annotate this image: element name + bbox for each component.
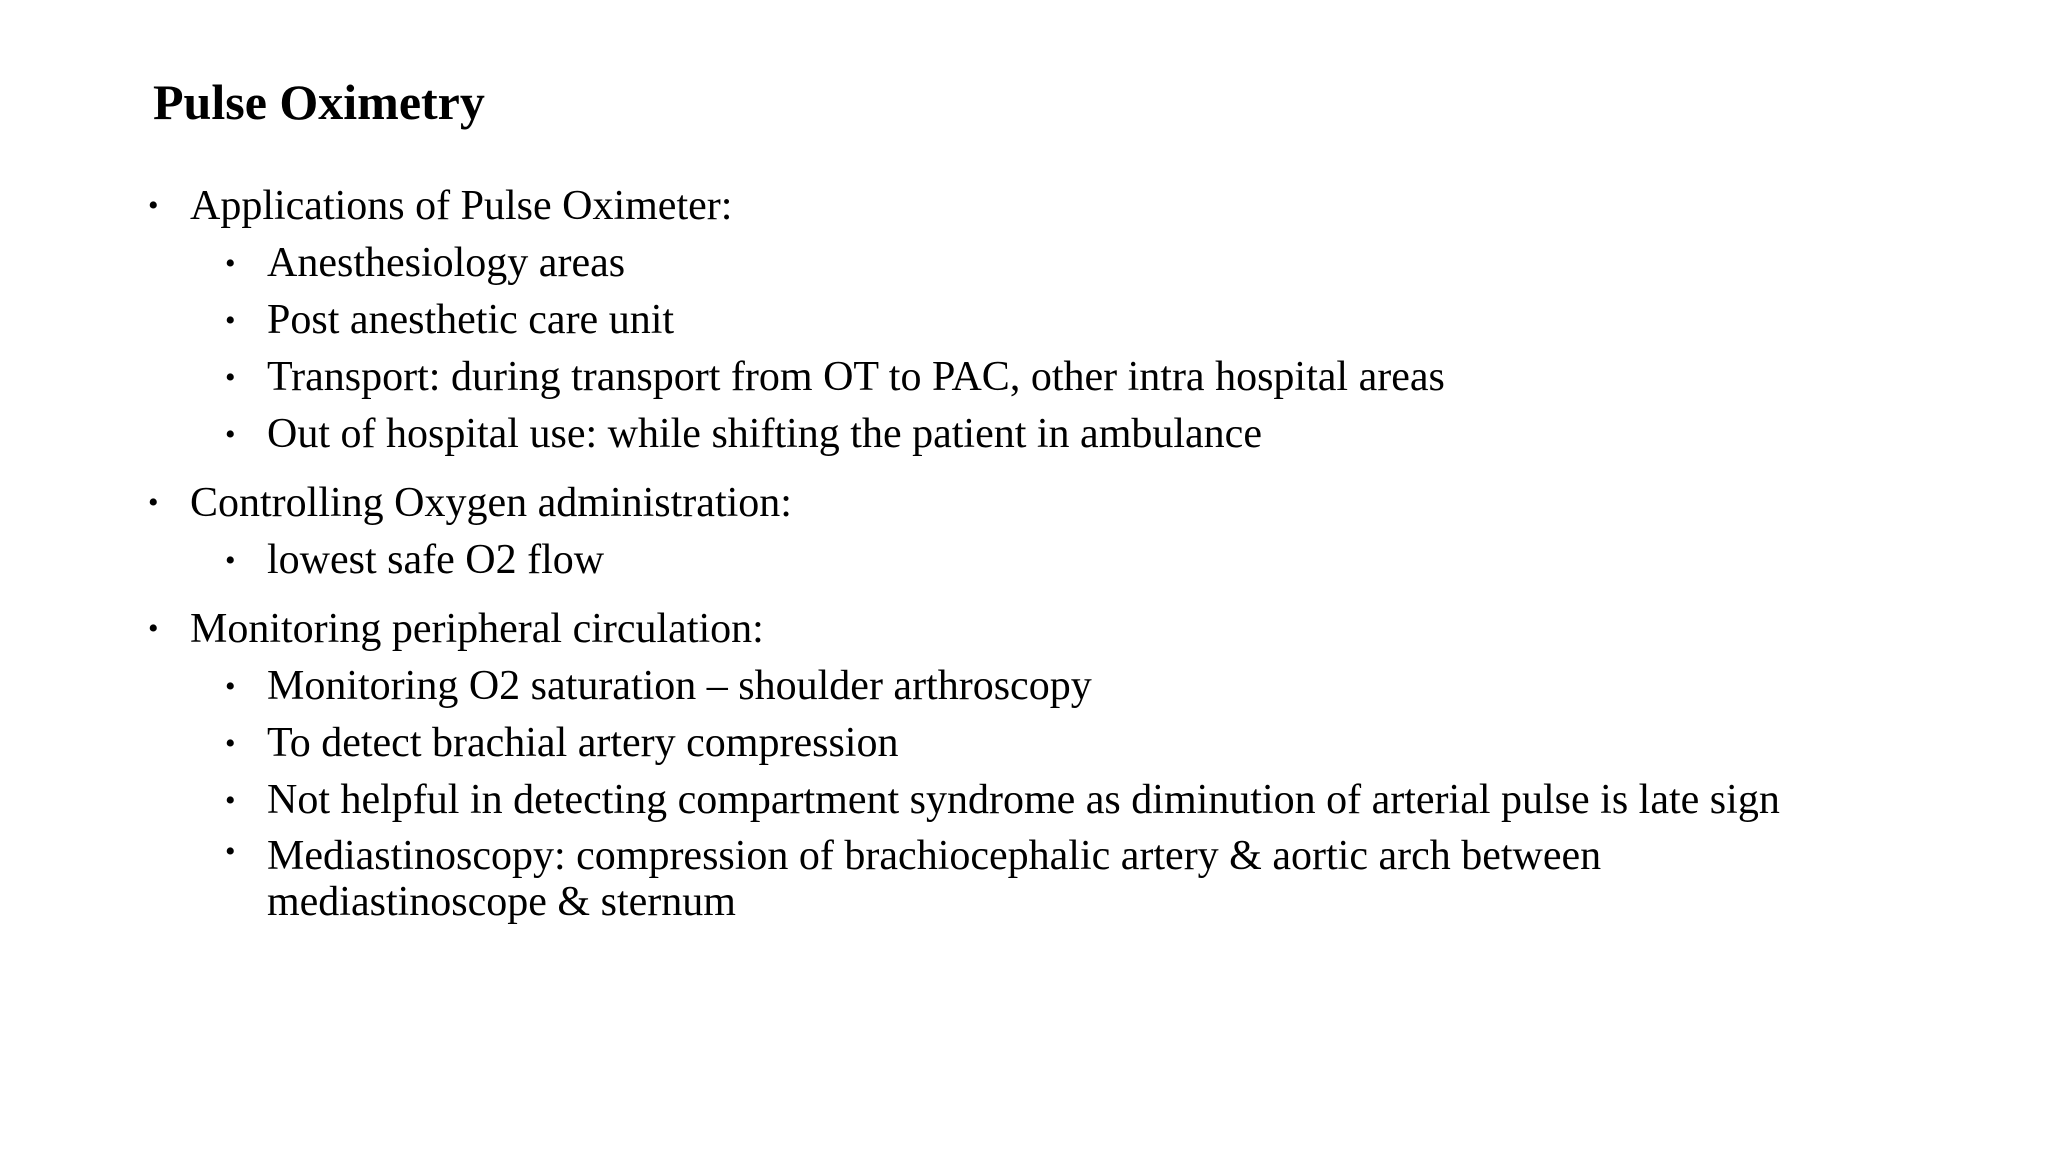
bullet-icon: • xyxy=(225,727,236,760)
bullet-icon: • xyxy=(225,784,236,817)
bullet-text: Applications of Pulse Oximeter: xyxy=(190,183,733,229)
slide-title: Pulse Oximetry xyxy=(153,74,485,130)
sub-bullet-text: Monitoring O2 saturation – shoulder arthroscopy xyxy=(267,663,1092,709)
bullet-icon: • xyxy=(225,835,236,868)
bullet-oxygen-administration xyxy=(148,474,2008,532)
sub-bullet-text: Mediastinoscopy: compression of brachiocephalic artery & aortic arch between mediastinoscope & sternum xyxy=(267,833,1602,925)
bullet-icon: • xyxy=(148,612,159,645)
sub-bullet xyxy=(148,406,2008,463)
bullet-applications xyxy=(148,177,2008,235)
sub-bullet xyxy=(148,658,2008,715)
sub-bullet-text: Transport: during transport from OT to PAC, other intra hospital areas xyxy=(267,354,1445,400)
sub-bullet-text: Anesthesiology areas xyxy=(267,240,626,286)
sub-bullet-text: To detect brachial artery compression xyxy=(267,720,899,766)
bullet-icon: • xyxy=(225,418,236,451)
sub-bullet-text: Not helpful in detecting compartment syndrome as diminution of arterial pulse is late sign xyxy=(267,777,1780,823)
sub-bullet-text: lowest safe O2 flow xyxy=(267,537,605,583)
bullet-peripheral-circulation xyxy=(148,600,2008,658)
spacer xyxy=(148,589,2008,600)
bullet-icon: • xyxy=(225,247,236,280)
bullet-icon: • xyxy=(148,486,159,519)
sub-bullet xyxy=(148,292,2008,349)
bullet-text: Monitoring peripheral circulation: xyxy=(190,606,764,652)
sub-list-applications xyxy=(148,235,2008,463)
sub-list-circulation xyxy=(148,658,2008,925)
slide-body xyxy=(148,177,2008,925)
bullet-icon: • xyxy=(225,361,236,394)
sub-bullet xyxy=(148,829,1687,925)
bullet-text: Controlling Oxygen administration: xyxy=(190,480,792,526)
sub-bullet xyxy=(148,532,2008,589)
sub-bullet xyxy=(148,772,2008,829)
sub-bullet xyxy=(148,235,2008,292)
sub-bullet-text: Post anesthetic care unit xyxy=(267,297,675,343)
sub-list-oxygen xyxy=(148,532,2008,589)
bullet-icon: • xyxy=(225,304,236,337)
bullet-icon: • xyxy=(148,189,159,222)
bullet-icon: • xyxy=(225,544,236,577)
spacer xyxy=(148,463,2008,474)
bullet-icon: • xyxy=(225,670,236,703)
sub-bullet-text: Out of hospital use: while shifting the patient in ambulance xyxy=(267,411,1262,457)
sub-bullet xyxy=(148,349,2008,406)
sub-bullet xyxy=(148,715,2008,772)
